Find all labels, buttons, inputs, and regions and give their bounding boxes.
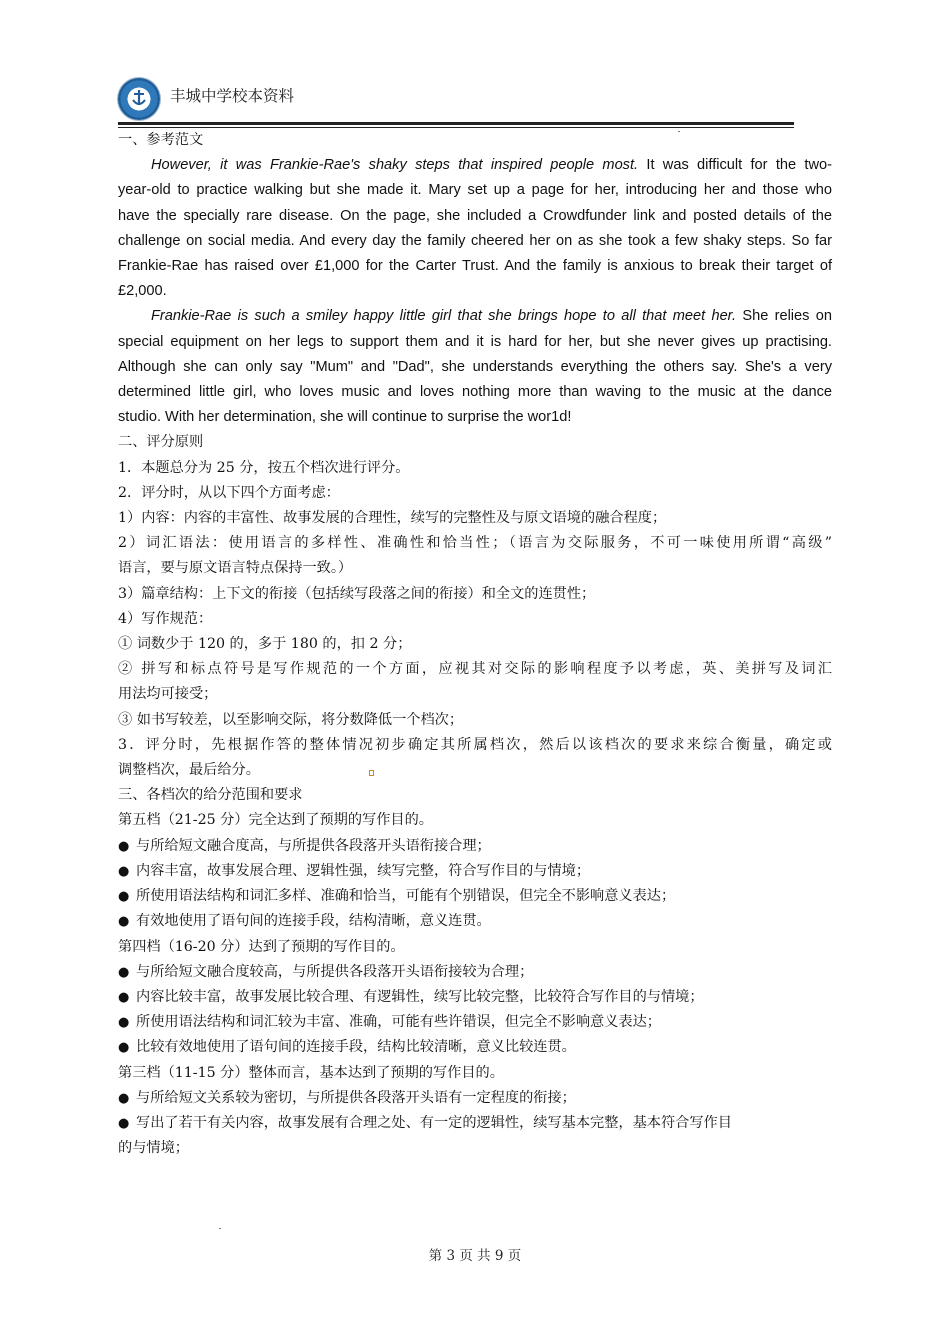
bullet-icon: ● — [118, 889, 130, 905]
bullet-icon: ● — [118, 964, 130, 980]
rule-item: 1．本题总分为 25 分，按五个档次进行评分。 — [118, 459, 410, 476]
tier-title: 第四档（16-20 分）达到了预期的写作目的。 — [118, 938, 405, 955]
anchor-icon — [131, 88, 147, 108]
rule-detail: ② 拼写和标点符号是写作规范的一个方面，应视其对交际的影响程度予以考虑，英、美拼写及词汇 — [118, 661, 832, 678]
tier-bullet: ● 内容丰富，故事发展合理、逻辑性强，续写完整，符合写作目的与情境； — [118, 859, 832, 884]
rule-item: 2．评分时，从以下四个方面考虑： — [118, 484, 340, 501]
tier-bullet: ● 所使用语法结构和词汇多样、准确和恰当，可能有个别错误，但完全不影响意义表达； — [118, 884, 832, 909]
tier-bullet-cont: 的与情境； — [118, 1140, 189, 1157]
rule-subitem: 4）写作规范： — [118, 610, 213, 627]
page-body — [118, 128, 832, 1161]
bullet-icon: ● — [118, 838, 130, 854]
paragraph-lead-sentence: However, it was Frankie-Rae's shaky steps that inspired people most. — [151, 157, 639, 174]
header-title: 丰城中学校本资料 — [170, 87, 295, 105]
tier-title: 第五档（21-25 分）完全达到了预期的写作目的。 — [118, 812, 433, 829]
rule-detail-cont: 用法均可接受； — [118, 686, 218, 703]
school-logo — [118, 78, 160, 120]
tier-bullet: ● 比较有效地使用了语句间的连接手段，结构比较清晰，意义比较连贯。 — [118, 1035, 832, 1060]
bullet-icon: ● — [118, 1015, 130, 1031]
section-title: 一、参考范文 — [118, 132, 204, 148]
bullet-icon: ● — [118, 863, 130, 879]
rule-subitem-cont: 语言，要与原文语言特点保持一致。） — [118, 560, 353, 577]
tier-bullet: ● 与所给短文融合度较高，与所提供各段落开头语衔接较为合理； — [118, 960, 832, 985]
bullet-icon: ● — [118, 1040, 130, 1056]
tier-title: 第三档（11-15 分）整体而言，基本达到了预期的写作目的。 — [118, 1064, 504, 1081]
rule-item-cont: 调整档次，最后给分。 — [118, 762, 260, 779]
bullet-icon: ● — [118, 989, 130, 1005]
section-title: 三、各档次的给分范围和要求 — [118, 787, 303, 804]
paragraph-lead-sentence: Frankie-Rae is such a smiley happy little girl that she brings hope to all that meet her. — [151, 308, 737, 325]
sample-essay-paragraph-2: Frankie-Rae is such a smiley happy little girl that she brings hope to all that meet her. She relies on special equipment on her legs to support them and it is hard for her, but she never gives up practising. Although she can only say "Mum" and "Dad", she understands everything the others say. She's a very determined little girl, who loves music and loves nothing more than waving to the music at the dance studio. With her determination, she will continue to surprise the wor1d! — [118, 308, 832, 426]
rule-subitem: 1）内容：内容的丰富性、故事发展的合理性，续写的完整性及与原文语境的融合程度； — [118, 510, 667, 527]
tier-bullet: ● 写出了若干有关内容，故事发展有合理之处、有一定的逻辑性，续写基本完整，基本符合写作目 — [118, 1111, 832, 1136]
rule-detail: ① 词数少于 120 的，多于 180 的，扣 2 分； — [118, 636, 412, 653]
tier-bullet: ● 所使用语法结构和词汇较为丰富、准确，可能有些许错误，但完全不影响意义表达； — [118, 1010, 832, 1035]
tier-bullet: ● 有效地使用了语句间的连接手段，结构清晰，意义连贯。 — [118, 909, 832, 934]
section-title: 二、评分原则 — [118, 434, 204, 451]
rule-detail: ③ 如书写较差，以至影响交际，将分数降低一个档次； — [118, 711, 464, 728]
sample-essay-paragraph-1: However, it was Frankie-Rae's shaky steps that inspired people most. It was difficult for the two- year-old to practice walking but she made it. Mary set up a page for her, introducing her and those who have the specially rare disease. On the page, she included a Crowdfunder link and posted details of the challenge on social media. And every day the family cheered her on as she took a few shaky steps. So far Frankie-Rae has raised over £1,000 for the Carter Trust. And the family is anxious to break their target of £2,000. — [118, 157, 832, 300]
rule-subitem: 2）词汇语法：使用语言的多样性、准确性和恰当性；（语言为交际服务，不可一味使用所谓“高级” — [118, 535, 832, 552]
bullet-icon: ● — [118, 1090, 130, 1106]
rule-subitem: 3）篇章结构：上下文的衔接（包括续写段落之间的衔接）和全文的连贯性； — [118, 585, 596, 602]
page-footer: 第 3 页 共 9 页 — [428, 1248, 522, 1264]
bullet-icon: ● — [118, 914, 130, 930]
rule-item: 3．评分时，先根据作答的整体情况初步确定其所属档次，然后以该档次的要求来综合衡量，确定或 — [118, 736, 832, 753]
scan-speck — [219, 1228, 221, 1229]
tier-bullet: ● 与所给短文关系较为密切，与所提供各段落开头语有一定程度的衔接； — [118, 1086, 832, 1111]
bullet-icon: ● — [118, 1115, 130, 1131]
tier-bullet: ● 内容比较丰富，故事发展比较合理、有逻辑性，续写比较完整，比较符合写作目的与情境； — [118, 985, 832, 1010]
header-rule-thick — [118, 122, 794, 125]
tier-bullet: ● 与所给短文融合度高，与所提供各段落开头语衔接合理； — [118, 834, 832, 859]
